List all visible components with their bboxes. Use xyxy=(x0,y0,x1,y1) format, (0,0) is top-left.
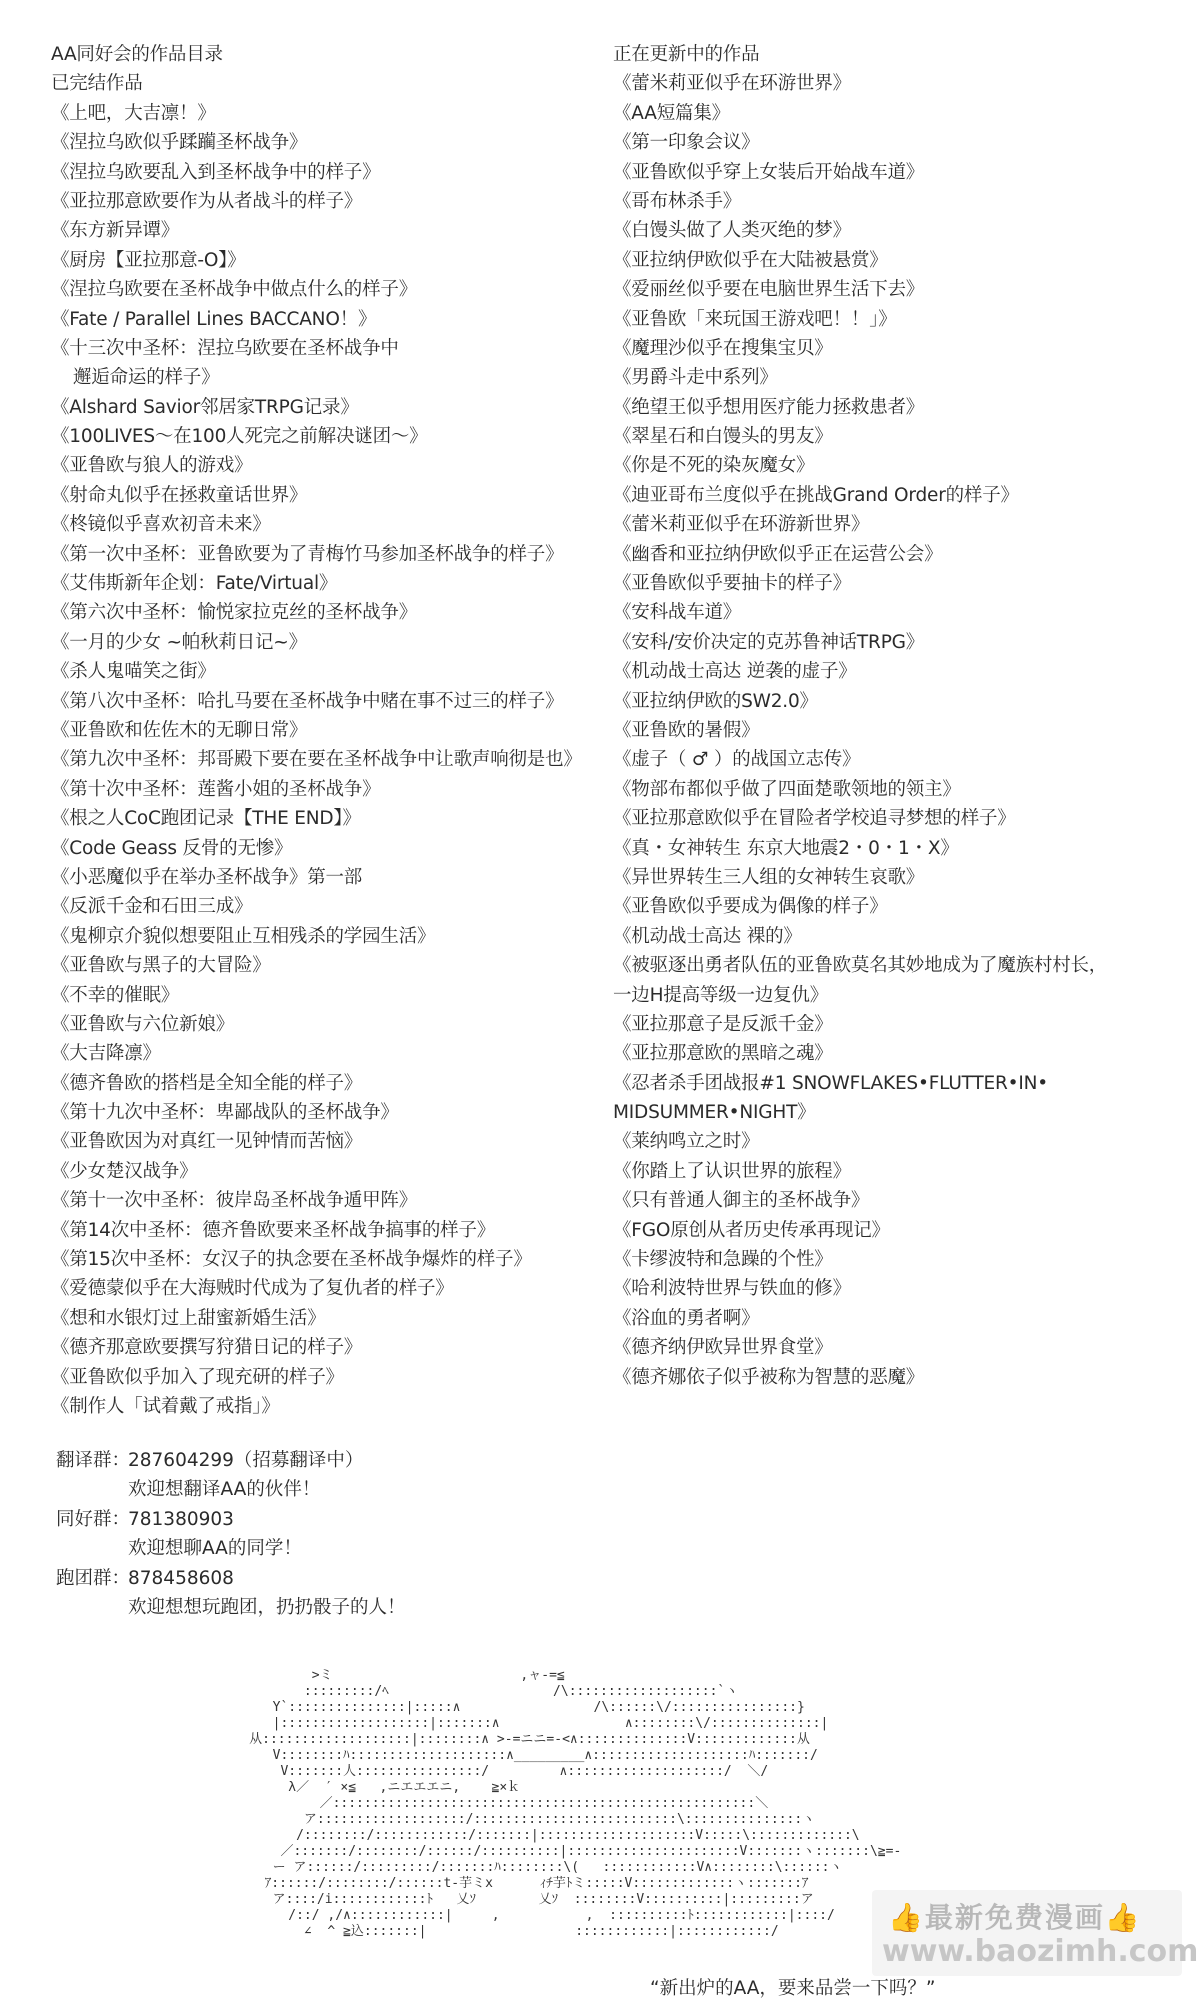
right_column-line: 《白馒头做了人类灭绝的梦》 xyxy=(613,220,851,242)
left_column-line: 《亚鲁欧和佐佐木的无聊日常》 xyxy=(51,719,308,741)
group-contacts xyxy=(56,1446,616,1622)
left_column-line: 《东方新异谭》 xyxy=(51,220,180,242)
left_column-line: 《德齐那意欧要撰写狩猎日记的样子》 xyxy=(51,1337,363,1359)
left_column-line: 《亚鲁欧似乎加入了现充研的样子》 xyxy=(51,1366,344,1388)
left_column-line: 《第十九次中圣杯：卑鄙战队的圣杯战争》 xyxy=(51,1102,399,1124)
left_column-line: 《第九次中圣杯：邦哥殿下要在要在圣杯战争中让歌声响彻是也》 xyxy=(51,749,582,771)
right_column-line: 《亚鲁欧的暑假》 xyxy=(613,719,760,741)
right_column-line: 《哈利波特世界与铁血的修》 xyxy=(613,1278,851,1300)
left_column-line: 《亚鲁欧与黑子的大冒险》 xyxy=(51,955,271,977)
left_column-line: 《制作人「试着戴了戒指」》 xyxy=(51,1395,280,1417)
left_column-line: 《根之人CoC跑团记录【THE END】》 xyxy=(51,808,361,830)
left_column-line: 《一月的少女 ~帕秋莉日记~》 xyxy=(51,631,307,653)
completed-works-column xyxy=(51,40,611,1421)
left_column-line: 《爱德蒙似乎在大海贼时代成为了复仇者的样子》 xyxy=(51,1278,454,1300)
fan-group-row xyxy=(56,1505,616,1534)
left_column-line: 《艾伟斯新年企划：Fate/Virtual》 xyxy=(51,573,338,595)
right_column-line: 《亚拉纳伊欧的SW2.0》 xyxy=(613,690,818,712)
right_column-line: 《第一印象会议》 xyxy=(613,132,760,154)
right_column-line: 《爱丽丝似乎要在电脑世界生活下去》 xyxy=(613,279,925,301)
left_column-line: 《不幸的催眠》 xyxy=(51,984,180,1006)
left_column-line: 《第14次中圣杯：德齐鲁欧要来圣杯战争搞事的样子》 xyxy=(51,1219,496,1241)
fan-group-number: 781380903 xyxy=(128,1508,234,1530)
left_column-line: 《杀人鬼喵笑之街》 xyxy=(51,661,216,683)
right_column-line: 《虚子（ ♂ ）的战国立志传》 xyxy=(613,749,861,771)
right_column-line: 《机动战士高达 裸的》 xyxy=(613,925,802,947)
left_column-line: 《亚拉那意欧要作为从者战斗的样子》 xyxy=(51,190,363,212)
translate-group-label: 翻译群： xyxy=(56,1450,131,1471)
left_column-line: 《Fate / Parallel Lines BACCANO！》 xyxy=(51,308,377,330)
watermark-banner xyxy=(872,1890,1199,1976)
right_column-line: 《男爵斗走中系列》 xyxy=(613,367,778,389)
art-caption: “新出炉的AA，要来品尝一下吗？” xyxy=(650,1978,936,1999)
ascii-art-mascot: >ミ ,ャ-=≦ :::::::::/ﾍ /\:::::::::::::::::::`ヽ Y`:::::::::::::::|:::::∧ /\::::::\/::::::::::::::::} |:::::::::::::::::::|:::::::∧ ∧::::::::\/::::::::::::::| 从:::::::::::::::::::|::::::::∧ >-=ニニ=-<∧::::::::::::::V:::::::::::::从 V::::::::ﾊ::::::::::::::::::::∧_________∧::::::::::::::::::::ﾊ:::::::/ V:::::::人::::::::::::::::/ ∧::::::::::::::::::::/ ＼/ λ／ ′ ×≦ ,ニエエエニ, ≧×ｋ ／::::::::::::::::::::::::::::::::::::::::::::::::::::::＼ ア:::::::::::::::::::/::::::::::::::::::::::::::\:::::::::::::::ヽ /::::::::/::::::::::::/:::::::|::::::::::::::::::::V:::::\:::::::::::::\ ／:::::::/::::::::/::::::/::::::::::|::::::::::::::::::::::V:::::::ヽ:::::::\≧=- ー ア::::::/:::::::::/:::::::ﾊ::::::::\( ::::::::::::V∧::::::::\::::::ヽ ｱ::::::/::::::::/::::::t-芋ミx ｨﾁ芋ﾄミ:::::V:::::::::::::ヽ:::::::ｱ ア::::/i::::::::::::ﾄ 乂ｿ 乂ｿ ::::::::V::::::::::|:::::::::ア /::/ ,/∧::::::::::::| , , ::::::::::ﾄ::::::::::::|::::/ ∠ ^ ≧込:::::::| ::::::::::::|::::::::::::/ xyxy=(249,1668,902,1939)
left_column-line: 《亚鲁欧与六位新娘》 xyxy=(51,1013,235,1035)
trpg-group-number: 878458608 xyxy=(128,1567,234,1589)
left_column-line: 《第一次中圣杯：亚鲁欧要为了青梅竹马参加圣杯战争的样子》 xyxy=(51,543,564,565)
right_column-line: 《德齐纳伊欧异世界食堂》 xyxy=(613,1337,833,1359)
translate-group-note: 欢迎想翻译AA的伙伴！ xyxy=(128,1479,321,1501)
left_column-line: 《100LIVES～在100人死完之前解决谜团～》 xyxy=(51,426,428,448)
left_column-line: 《涅拉乌欧要乱入到圣杯战争中的样子》 xyxy=(51,161,381,183)
right_column-line: 《亚鲁欧似乎穿上女装后开始战车道》 xyxy=(613,161,925,183)
right_column-line: 《幽香和亚拉纳伊欧似乎正在运营公会》 xyxy=(613,543,943,565)
right_column-line: 《蕾米莉亚似乎在环游世界》 xyxy=(613,73,851,95)
right_column-line: 《机动战士高达 逆袭的虚子》 xyxy=(613,661,857,683)
left_column-line: AA同好会的作品目录 xyxy=(51,44,223,65)
left_column-line: 《少女楚汉战争》 xyxy=(51,1160,198,1182)
left_column-line: 《涅拉乌欧似乎蹂躏圣杯战争》 xyxy=(51,132,308,154)
right_column-line: 《亚拉那意子是反派千金》 xyxy=(613,1013,833,1035)
right_column-line: 《亚鲁欧似乎要抽卡的样子》 xyxy=(613,573,851,595)
left_column-line: 《柊镜似乎喜欢初音未来》 xyxy=(51,514,271,536)
left_column-line: 《射命丸似乎在拯救童话世界》 xyxy=(51,484,308,506)
trpg-group-row xyxy=(56,1564,616,1593)
left_column-line: 邂逅命运的样子》 xyxy=(73,367,220,389)
right_column-line: 《浴血的勇者啊》 xyxy=(613,1307,760,1329)
left_column-line: 《亚鲁欧因为对真红一见钟情而苦恼》 xyxy=(51,1131,363,1153)
right_column-line: 《翠星石和白馒头的男友》 xyxy=(613,426,833,448)
right_column-line: 《忍者杀手团战报#1 SNOWFLAKES•FLUTTER•IN• xyxy=(613,1072,1048,1094)
left_column-line: 《第八次中圣杯：哈扎马要在圣杯战争中赌在事不过三的样子》 xyxy=(51,690,564,712)
right_column-line: 《哥布林杀手》 xyxy=(613,190,742,212)
right_column-line: 《亚拉那意欧的黑暗之魂》 xyxy=(613,1043,833,1065)
right_column-line: 《亚鲁欧似乎要成为偶像的样子》 xyxy=(613,896,888,918)
ongoing-works-column xyxy=(613,40,1193,1392)
left_column-line: 《小恶魔似乎在举办圣杯战争》第一部 xyxy=(51,866,363,888)
left_column-line: 《Code Geass 反骨的无惨》 xyxy=(51,837,293,859)
right_column-line: MIDSUMMER•NIGHT》 xyxy=(613,1102,816,1124)
watermark-url: www.baozimh.com xyxy=(882,1934,1199,1969)
right_column-line: 《真・女神转生 东京大地震2・0・1・X》 xyxy=(613,837,959,859)
right_column-line: 正在更新中的作品 xyxy=(613,44,760,65)
left_column-line: 《想和水银灯过上甜蜜新婚生活》 xyxy=(51,1307,326,1329)
thumbs-up-icon: 👍 xyxy=(888,1901,925,1934)
translate-group-row xyxy=(56,1446,616,1475)
right_column-line: 《亚拉那意欧似乎在冒险者学校追寻梦想的样子》 xyxy=(613,808,1016,830)
right_column-line: 《FGO原创从者历史传承再现记》 xyxy=(613,1219,890,1241)
left_column-line: 《德齐鲁欧的搭档是全知全能的样子》 xyxy=(51,1072,363,1094)
right_column-line: 《德齐娜依子似乎被称为智慧的恶魔》 xyxy=(613,1366,925,1388)
right_column-line: 《只有普通人御主的圣杯战争》 xyxy=(613,1190,870,1212)
right_column-line: 《物部布都似乎做了四面楚歌领地的领主》 xyxy=(613,778,961,800)
right_column-line: 《安科战车道》 xyxy=(613,602,742,624)
trpg-group-label: 跑团群： xyxy=(56,1567,131,1589)
fan-group-note: 欢迎想聊AA的同学！ xyxy=(128,1538,302,1560)
right_column-line: 《你是不死的染灰魔女》 xyxy=(613,455,815,477)
left_column-line: 《第15次中圣杯：女汉子的执念要在圣杯战争爆炸的样子》 xyxy=(51,1249,532,1271)
left_column-line: 《鬼柳京介貌似想要阻止互相残杀的学园生活》 xyxy=(51,925,436,947)
right_column-line: 《你踏上了认识世界的旅程》 xyxy=(613,1160,851,1182)
left_column-line: 《第十次中圣杯：莲酱小姐的圣杯战争》 xyxy=(51,778,381,800)
right_column-line: 《绝望王似乎想用医疗能力拯救患者》 xyxy=(613,396,925,418)
translate-group-number: 287604299（招募翻译中） xyxy=(128,1450,364,1471)
right_column-line: 《亚鲁欧「来玩国王游戏吧！！」》 xyxy=(613,308,897,330)
left_column-line: 《涅拉乌欧要在圣杯战争中做点什么的样子》 xyxy=(51,279,418,301)
right_column-line: 《安科/安价决定的克苏鲁神话TRPG》 xyxy=(613,631,925,653)
left_column-line: 《反派千金和石田三成》 xyxy=(51,896,253,918)
left_column-line: 《第六次中圣杯：愉悦家拉克丝的圣杯战争》 xyxy=(51,602,418,624)
left_column-line: 《亚鲁欧与狼人的游戏》 xyxy=(51,455,253,477)
left_column-line: 《上吧，大吉凛！》 xyxy=(51,102,216,124)
trpg-group-note: 欢迎想想玩跑团，扔扔骰子的人！ xyxy=(128,1597,406,1619)
left_column-line: 已完结作品 xyxy=(51,73,143,95)
right_column-line: 《迪亚哥布兰度似乎在挑战Grand Order的样子》 xyxy=(613,484,1019,506)
right_column-line: 《莱纳鸣立之时》 xyxy=(613,1131,760,1153)
left_column-line: 《大吉降凛》 xyxy=(51,1043,161,1065)
right_column-line: 《被驱逐出勇者队伍的亚鲁欧莫名其妙地成为了魔族村村长， xyxy=(613,955,1108,977)
thumbs-up-icon: 👍 xyxy=(1104,1901,1142,1934)
right_column-line: 一边H提高等级一边复仇》 xyxy=(613,984,829,1006)
fan-group-label: 同好群： xyxy=(56,1508,131,1530)
left_column-line: 《十三次中圣杯：涅拉乌欧要在圣杯战争中 xyxy=(51,337,399,359)
right_column-line: 《卡缪波特和急躁的个性》 xyxy=(613,1249,833,1271)
right_column-line: 《蕾米莉亚似乎在环游新世界》 xyxy=(613,514,870,536)
watermark-title: 👍最新免费漫画👍 xyxy=(888,1901,1142,1934)
right_column-line: 《AA短篇集》 xyxy=(613,102,730,124)
right_column-line: 《亚拉纳伊欧似乎在大陆被悬赏》 xyxy=(613,249,888,271)
left_column-line: 《Alshard Savior邻居家TRPG记录》 xyxy=(51,396,359,418)
left_column-line: 《厨房【亚拉那意-O】》 xyxy=(51,249,246,271)
right_column-line: 《异世界转生三人组的女神转生哀歌》 xyxy=(613,866,925,888)
left_column-line: 《第十一次中圣杯：彼岸岛圣杯战争遁甲阵》 xyxy=(51,1190,418,1212)
right_column-line: 《魔理沙似乎在搜集宝贝》 xyxy=(613,337,833,359)
